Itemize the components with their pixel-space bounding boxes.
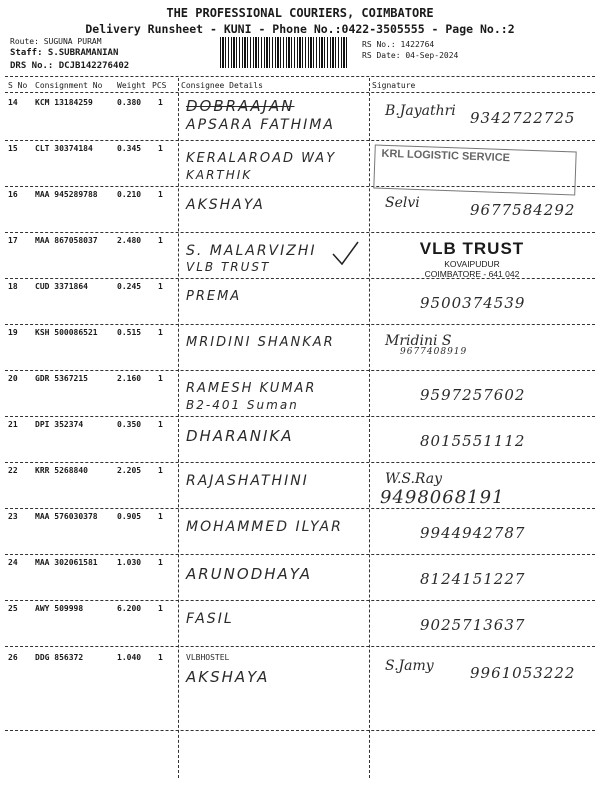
row-consignee: RAMESH KUMAR bbox=[186, 381, 317, 396]
row-sno: 18 bbox=[8, 282, 18, 291]
row-weight: 1.030 bbox=[117, 558, 142, 567]
rs-date: RS Date: 04-Sep-2024 bbox=[362, 51, 459, 60]
row-phone: 8124151227 bbox=[420, 570, 526, 588]
col-consignment: Consignment No bbox=[35, 81, 103, 90]
row-consignee: KERALAROAD WAY bbox=[186, 151, 337, 166]
row-pcs: 1 bbox=[158, 420, 163, 429]
row-consignment-no: MAA 302061581 bbox=[35, 558, 98, 567]
row-pcs: 1 bbox=[158, 190, 163, 199]
row-sno: 22 bbox=[8, 466, 18, 475]
row-divider bbox=[5, 462, 595, 463]
row-consignment-no: KCM 13184259 bbox=[35, 98, 93, 107]
row-weight: 2.205 bbox=[117, 466, 142, 475]
row-phone: 9025713637 bbox=[420, 616, 526, 634]
header-top-divider bbox=[5, 76, 595, 77]
header-bottom-divider bbox=[5, 92, 595, 93]
col-weight: Weight bbox=[117, 81, 146, 90]
row-signature: W.S.Ray bbox=[385, 471, 443, 487]
row-phone: 9597257602 bbox=[420, 386, 526, 404]
row-pcs: 1 bbox=[158, 282, 163, 291]
row-consignment-no: DPI 352374 bbox=[35, 420, 84, 429]
row-sno: 20 bbox=[8, 374, 18, 383]
row-consignee: AKSHAYA bbox=[186, 668, 270, 686]
runsheet-title: Delivery Runsheet - KUNI - Phone No.:0422-3505555 - Page No.:2 bbox=[85, 22, 515, 36]
row-consignment-no: MAA 576030378 bbox=[35, 512, 98, 521]
row-consignee: AKSHAYA bbox=[186, 197, 265, 213]
row-sno: 25 bbox=[8, 604, 18, 613]
signature-column-divider bbox=[369, 78, 370, 778]
vlb-stamp-name: VLB TRUST bbox=[419, 239, 525, 258]
row-consignee: MRIDINI SHANKAR bbox=[186, 335, 335, 350]
row-consignee: MOHAMMED ILYAR bbox=[186, 519, 343, 535]
row-consignee: PREMA bbox=[186, 289, 242, 304]
row-phone: 8015551112 bbox=[420, 432, 526, 450]
row-sno: 21 bbox=[8, 420, 18, 429]
row-weight: 0.905 bbox=[117, 512, 142, 521]
row-consignee: DHARANIKA bbox=[186, 427, 294, 445]
row-divider bbox=[5, 508, 595, 509]
row-pcs: 1 bbox=[158, 466, 163, 475]
row-consignment-no: KRR 5268840 bbox=[35, 466, 88, 475]
row-pcs: 1 bbox=[158, 144, 163, 153]
row-sno: 24 bbox=[8, 558, 18, 567]
row-sno: 23 bbox=[8, 512, 18, 521]
row-weight: 2.160 bbox=[117, 374, 142, 383]
row-consignee-note: DOBRAAJAN bbox=[186, 97, 295, 115]
row-weight: 0.515 bbox=[117, 328, 142, 337]
row-consignment-no: MAA 945289788 bbox=[35, 190, 98, 199]
row-consignment-no: GDR 5367215 bbox=[35, 374, 88, 383]
row-phone: 9342722725 bbox=[470, 109, 576, 127]
row-divider bbox=[5, 554, 595, 555]
row-divider bbox=[5, 730, 595, 731]
vlb-stamp-city: COIMBATORE - 641 042 bbox=[424, 269, 520, 279]
col-pcs: PCS bbox=[152, 81, 167, 90]
row-phone: 9677408919 bbox=[400, 347, 468, 357]
row-pcs: 1 bbox=[158, 328, 163, 337]
barcode bbox=[220, 37, 348, 68]
row-sno: 26 bbox=[8, 653, 18, 662]
row-consignment-no: MAA 867058037 bbox=[35, 236, 98, 245]
row-divider bbox=[5, 232, 595, 233]
vlb-stamp-area: KOVAIPUDUR bbox=[444, 259, 500, 269]
row-consignee-note: VLBHOSTEL bbox=[186, 653, 230, 662]
row-consignment-no: AWY 509998 bbox=[35, 604, 84, 613]
row-weight: 0.380 bbox=[117, 98, 142, 107]
row-consignment-no: CLT 30374184 bbox=[35, 144, 93, 153]
row-weight: 6.200 bbox=[117, 604, 142, 613]
check-mark-icon bbox=[330, 240, 360, 270]
row-weight: 0.210 bbox=[117, 190, 142, 199]
row-divider bbox=[5, 370, 595, 371]
row-signature: Mridini S bbox=[385, 333, 452, 349]
row-consignee: APSARA FATHIMA bbox=[186, 117, 335, 133]
row-sno: 17 bbox=[8, 236, 18, 245]
row-sno: 14 bbox=[8, 98, 18, 107]
row-consignment-no: CUD 3371864 bbox=[35, 282, 88, 291]
row-pcs: 1 bbox=[158, 604, 163, 613]
row-consignee-note: KARTHIK bbox=[186, 168, 253, 182]
row-sno: 19 bbox=[8, 328, 18, 337]
row-consignee: S. MALARVIZHI bbox=[186, 243, 317, 259]
row-phone: 9500374539 bbox=[420, 294, 526, 312]
krl-stamp-text: KRL LOGISTIC SERVICE bbox=[381, 147, 511, 165]
row-weight: 0.245 bbox=[117, 282, 142, 291]
row-consignee: ARUNODHAYA bbox=[186, 565, 313, 583]
row-consignee: RAJASHATHINI bbox=[186, 473, 309, 489]
row-phone: 9944942787 bbox=[420, 524, 526, 542]
row-divider bbox=[5, 416, 595, 417]
route-label: Route: SUGUNA PURAM bbox=[10, 37, 102, 46]
row-consignee: FASIL bbox=[186, 611, 234, 627]
col-signature: Signature bbox=[372, 81, 416, 90]
row-consignment-no: DDG 856372 bbox=[35, 653, 84, 662]
company-title: THE PROFESSIONAL COURIERS, COIMBATORE bbox=[166, 6, 434, 20]
row-signature: S.Jamy bbox=[385, 658, 434, 674]
consignee-column-divider bbox=[178, 78, 179, 778]
row-divider bbox=[5, 600, 595, 601]
row-pcs: 1 bbox=[158, 236, 163, 245]
row-consignee-note: B2-401 Suman bbox=[186, 398, 299, 412]
row-weight: 1.040 bbox=[117, 653, 142, 662]
row-weight: 0.345 bbox=[117, 144, 142, 153]
row-consignment-no: KSH 500086521 bbox=[35, 328, 98, 337]
row-weight: 2.480 bbox=[117, 236, 142, 245]
row-divider bbox=[5, 324, 595, 325]
row-pcs: 1 bbox=[158, 512, 163, 521]
row-divider bbox=[5, 140, 595, 141]
drs-number: DRS No.: DCJB142276402 bbox=[10, 61, 130, 71]
row-sno: 16 bbox=[8, 190, 18, 199]
row-consignee-note: VLB TRUST bbox=[186, 260, 271, 274]
row-sno: 15 bbox=[8, 144, 18, 153]
krl-stamp bbox=[373, 144, 576, 195]
col-consignee: Consignee Details bbox=[181, 81, 263, 90]
col-sno: S No bbox=[8, 81, 28, 90]
row-phone: 9961053222 bbox=[470, 664, 576, 682]
row-pcs: 1 bbox=[158, 653, 163, 662]
rs-number: RS No.: 1422764 bbox=[362, 40, 435, 49]
row-pcs: 1 bbox=[158, 98, 163, 107]
row-phone: 9498068191 bbox=[380, 487, 505, 508]
row-phone: 9677584292 bbox=[470, 201, 576, 219]
row-pcs: 1 bbox=[158, 558, 163, 567]
row-divider bbox=[5, 646, 595, 647]
vlb-stamp bbox=[392, 239, 552, 279]
row-signature: Selvi bbox=[385, 195, 420, 211]
row-weight: 0.350 bbox=[117, 420, 142, 429]
row-signature: B.Jayathri bbox=[385, 103, 456, 119]
staff-label: Staff: S.SUBRAMANIAN bbox=[10, 48, 119, 58]
row-pcs: 1 bbox=[158, 374, 163, 383]
